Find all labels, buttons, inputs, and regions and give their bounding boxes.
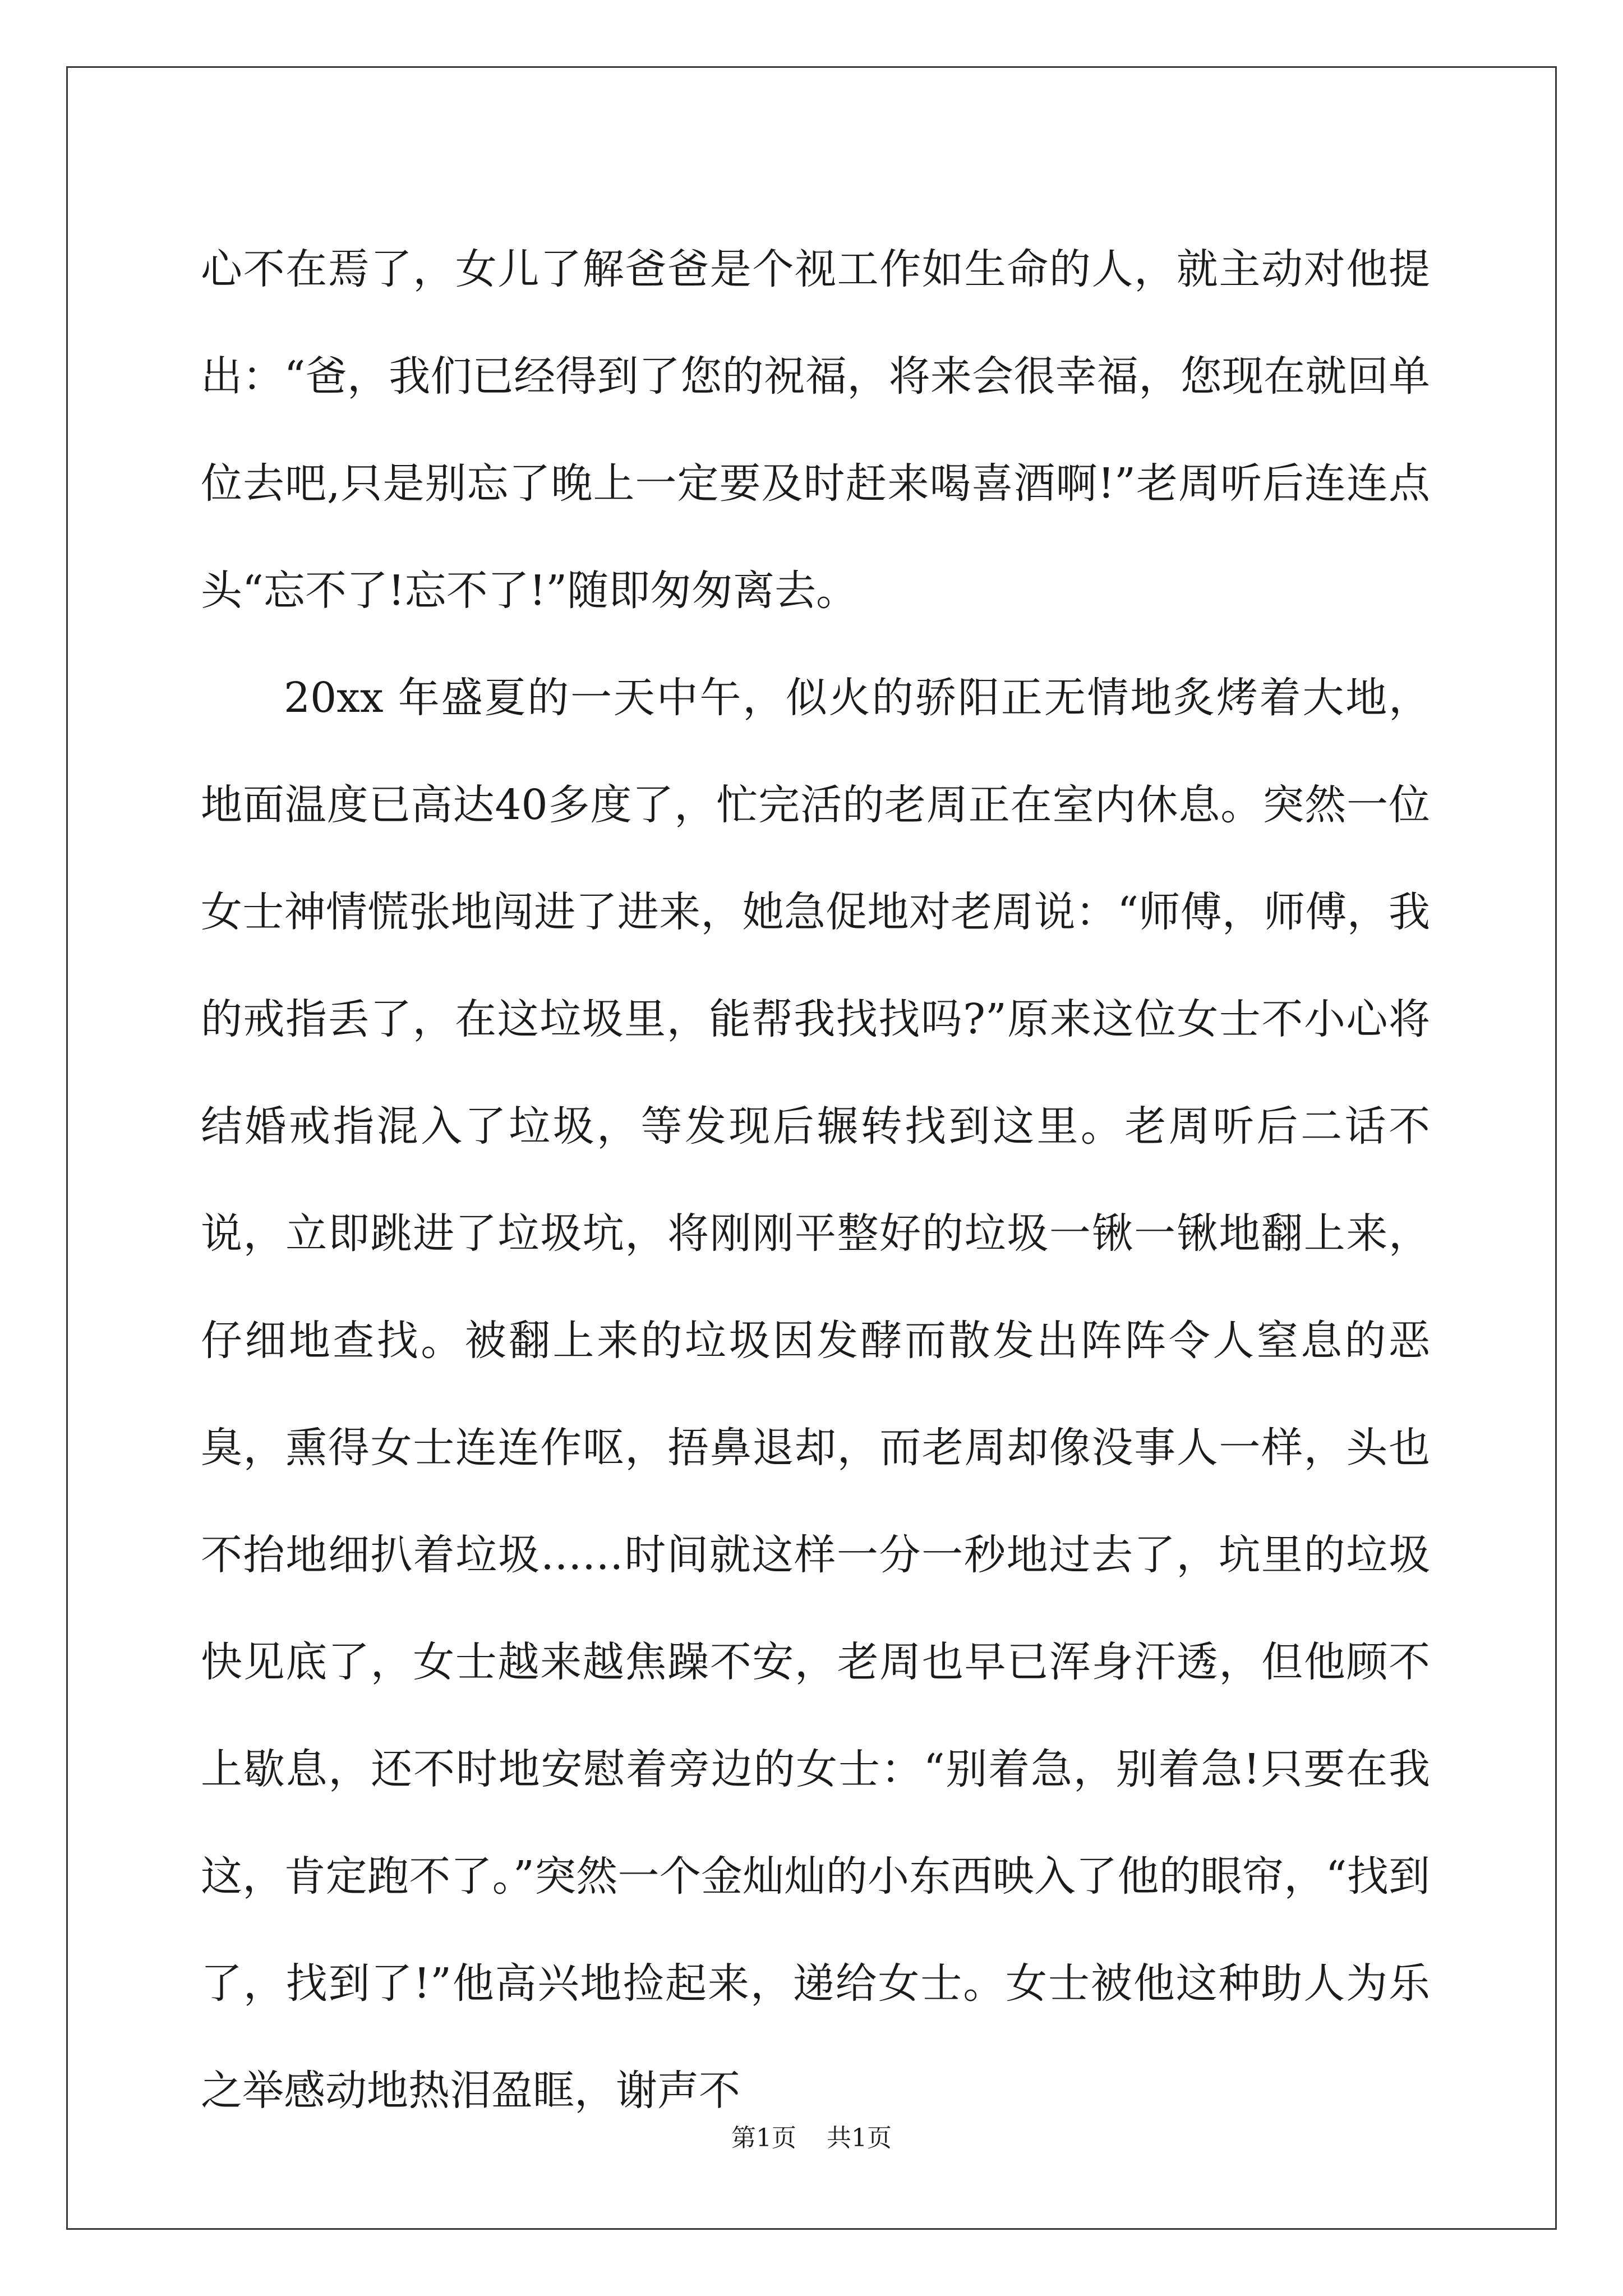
page-number: 第1页	[731, 2124, 796, 2152]
total-pages: 共1页	[827, 2124, 892, 2152]
paragraph-2: 20xx 年盛夏的一天中午，似火的骄阳正无情地炙烤着大地，地面温度已高达40多度了，忙完活的老周正在室内休息。突然一位女士神情慌张地闯进了进来，她急促地对老周说：“师傅，师傅，我的戒指丢了，在这垃圾里，能帮我找找吗?”原来这位女士不小心将结婚戒指混入了垃圾，等发现后辗转找到这里。老周听后二话不说，立即跳进了垃圾坑，将刚刚平整好的垃圾一锹一锹地翻上来，仔细地查找。被翻上来的垃圾因发酵而散发出阵阵令人窒息的恶臭，熏得女士连连作呕，捂鼻退却，而老周却像没事人一样，头也不抬地细扒着垃圾……时间就这样一分一秒地过去了，坑里的垃圾快见底了，女士越来越焦躁不安，老周也早已浑身汗透，但他顾不上歇息，还不时地安慰着旁边的女士：“别着急，别着急!只要在我这，肯定跑不了。”突然一个金灿灿的小东西映入了他的眼帘，“找到了，找到了!”他高兴地捡起来，递给女士。女士被他这种助人为乐之举感动地热泪盈眶，谢声不	[201, 674, 1430, 2115]
paragraph-1: 心不在焉了，女儿了解爸爸是个视工作如生命的人，就主动对他提出：“爸，我们已经得到了您的祝福，将来会很幸福，您现在就回单位去吧,只是别忘了晚上一定要及时赶来喝喜酒啊!”老周听后连连点头“忘不了!忘不了!”随即匆匆离去。	[201, 245, 1430, 615]
page-footer	[0, 2118, 1623, 2154]
document-body	[201, 216, 1430, 2145]
